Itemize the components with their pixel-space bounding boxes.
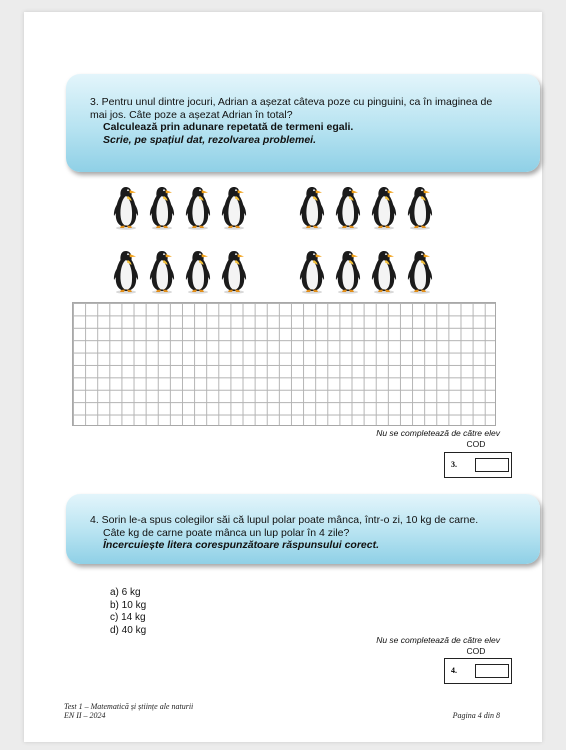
code-box-3	[444, 452, 512, 478]
penguin-icon	[334, 184, 364, 230]
penguin-image	[112, 184, 452, 304]
cod-label-3: COD	[466, 439, 486, 449]
penguin-icon	[148, 184, 178, 230]
question-4-line-2: Câte kg de carne poate mânca un lup polar în 4 zile?	[103, 526, 350, 539]
code-note-3: Nu se completează de către elev	[376, 428, 500, 438]
answer-option-c[interactable]: c) 14 kg	[110, 612, 146, 623]
question-4-box	[66, 494, 540, 564]
answer-option-d[interactable]: d) 40 kg	[110, 624, 147, 636]
answer-option-a[interactable]: a) 6 kg	[110, 587, 141, 598]
footer-left	[64, 702, 193, 720]
question-3-box	[66, 74, 540, 172]
answer-grid[interactable]	[72, 302, 496, 426]
penguin-icon	[334, 248, 364, 294]
penguin-icon	[148, 248, 178, 294]
penguin-icon	[370, 184, 400, 230]
code-field-3[interactable]	[475, 458, 509, 472]
penguin-icon	[184, 184, 214, 230]
question-3-line-1: 3. Pentru unul dintre jocuri, Adrian a așezat câteva poze cu pinguini, ca în imaginea de	[90, 96, 493, 108]
cod-label-4: COD	[466, 646, 486, 656]
code-number-3: 3.	[451, 460, 457, 469]
code-box-4	[444, 658, 512, 684]
penguin-icon	[298, 184, 328, 230]
footer-test-title: Test 1 – Matematică și științe ale naturii	[64, 702, 194, 711]
question-4-line-1: 4. Sorin le-a spus colegilor săi că lupul polar poate mânca, într-o zi, 10 kg de carne.	[90, 514, 479, 526]
question-3-text	[90, 96, 522, 146]
question-3-line-2: mai jos. Câte poze a așezat Adrian în total?	[90, 108, 293, 121]
answer-options	[110, 587, 146, 637]
question-3-instruction-1: Calculează prin adunare repetată de termeni egali.	[103, 121, 354, 133]
question-3-instruction-2: Scrie, pe spațiul dat, rezolvarea problemei.	[103, 133, 316, 146]
penguin-icon	[406, 184, 436, 230]
footer-exam-year: EN II – 2024	[64, 711, 106, 720]
penguin-icon	[406, 248, 436, 294]
code-field-4[interactable]	[475, 664, 509, 678]
question-4-text	[90, 514, 522, 552]
penguin-icon	[220, 184, 250, 230]
penguin-icon	[184, 248, 214, 294]
answer-option-b[interactable]: b) 10 kg	[110, 599, 147, 611]
exam-page	[24, 12, 542, 742]
penguin-icon	[298, 248, 328, 294]
penguin-icon	[112, 248, 142, 294]
penguin-icon	[220, 248, 250, 294]
code-number-4: 4.	[451, 666, 457, 675]
penguin-icon	[370, 248, 400, 294]
page-number: Pagina 4 din 8	[452, 711, 500, 720]
question-4-instruction: Încercuiește litera corespunzătoare răspunsului corect.	[103, 539, 380, 551]
code-note-4: Nu se completează de către elev	[376, 635, 500, 645]
penguin-icon	[112, 184, 142, 230]
